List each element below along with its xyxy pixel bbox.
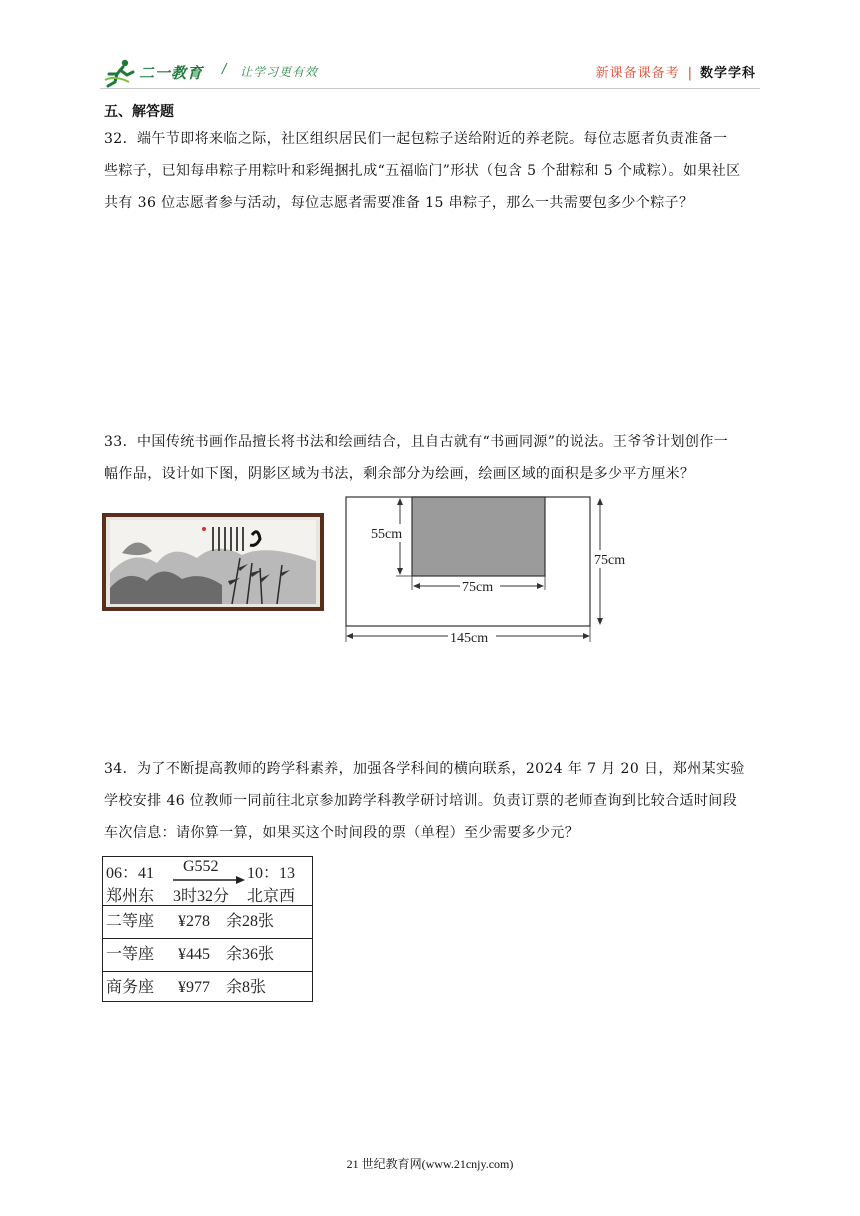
question-line: 学校安排 46 位教师一同前往北京参加跨学科教学研讨培训。负责订票的老师查询到比较合适时间段 [104, 793, 738, 809]
seat-remaining: 余36张 [226, 946, 275, 963]
seat-row [103, 939, 312, 972]
inner-width-label: 75cm [462, 580, 494, 595]
seat-class: 二等座 [106, 913, 155, 930]
seat-price: ¥278 [178, 913, 210, 930]
seat-row [103, 972, 312, 1004]
train-ticket-table [102, 856, 313, 1002]
question-34 [104, 753, 764, 849]
seat-price: ¥977 [178, 979, 210, 996]
question-line: 幅作品，设计如下图，阴影区域为书法，剩余部分为绘画，绘画区域的面积是多少平方厘米？ [104, 466, 695, 482]
calligraphy-diagram [330, 486, 640, 652]
trip-duration: 3时32分 [173, 888, 230, 905]
header-divider [100, 88, 760, 89]
outer-height-label: 75cm [594, 553, 626, 568]
section-title: 五、解答题 [104, 104, 174, 120]
brand-logo-text: 二一教育 [139, 64, 204, 82]
slogan: 让学习更有效 [240, 65, 319, 79]
question-line: 共有 36 位志愿者参与活动，每位志愿者需要准备 15 串粽子，那么一共需要包多少个粽子？ [104, 195, 694, 211]
runner-logo-icon [103, 58, 137, 88]
header-right-label: 新课备课备考 [595, 66, 680, 81]
seat-price: ¥445 [178, 946, 210, 963]
question-line: 车次信息：请你算一算，如果买这个时间段的票（单程）至少需要多少元？ [104, 825, 580, 841]
question-33 [104, 426, 764, 490]
depart-time: 06：41 [106, 865, 155, 882]
ink-painting-image [102, 513, 324, 611]
outer-width-label: 145cm [450, 631, 489, 646]
header-right [596, 62, 756, 81]
train-number: G552 [183, 858, 219, 875]
seat-class: 一等座 [106, 946, 155, 963]
seat-remaining: 余28张 [226, 913, 275, 930]
subject-label: 数学学科 [699, 66, 756, 81]
page-footer: 21 世纪教育网(www.21cnjy.com) [346, 1157, 514, 1171]
train-info-row [103, 857, 312, 906]
inner-height-label: 55cm [371, 527, 403, 542]
seat-remaining: 余8张 [226, 979, 267, 996]
seat-row [103, 906, 312, 939]
shaded-calligraphy-area [412, 497, 545, 576]
arrive-station: 北京西 [247, 888, 296, 905]
slogan-separator: / [222, 62, 227, 77]
question-line: 34．为了不断提高教师的跨学科素养，加强各学科间的横向联系，2024 年 7 月 20 日，郑州某实验 [104, 761, 745, 777]
question-line: 些粽子，已知每串粽子用粽叶和彩绳捆扎成“五福临门”形状（包含 5 个甜粽和 5 个咸粽）。如果社区 [104, 163, 741, 179]
arrive-time: 10：13 [247, 865, 296, 882]
header-separator: | [687, 66, 692, 81]
seat-class: 商务座 [106, 979, 155, 996]
depart-station: 郑州东 [106, 888, 155, 905]
question-line: 32．端午节即将来临之际，社区组织居民们一起包粽子送给附近的养老院。每位志愿者负责准备一 [104, 131, 728, 147]
question-line: 33．中国传统书画作品擅长将书法和绘画结合，且自古就有“书画同源”的说法。王爷爷计划创作一 [104, 434, 729, 450]
question-32 [104, 123, 764, 219]
